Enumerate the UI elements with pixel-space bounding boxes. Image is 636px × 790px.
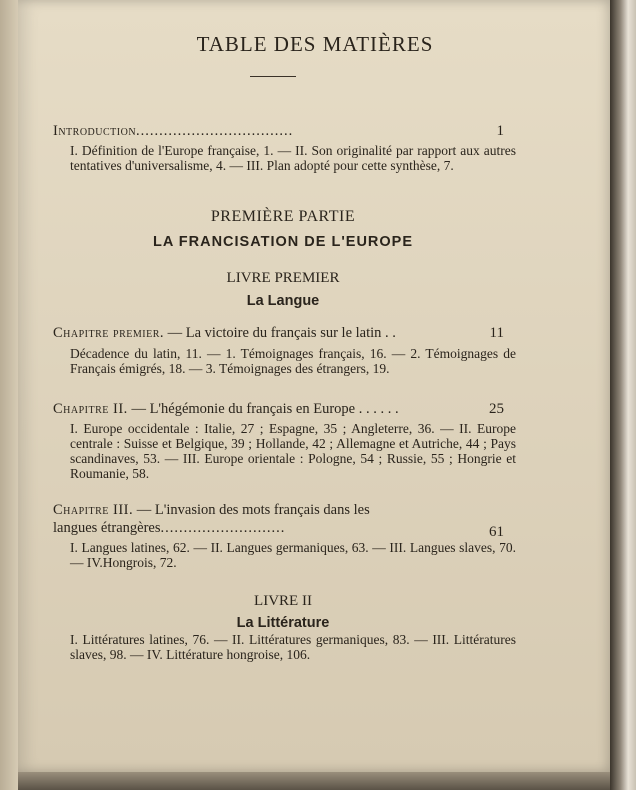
- introduction-label: Introduction: [53, 123, 137, 139]
- chapter-1-page: 11: [489, 325, 504, 341]
- livre2-subtitle: La Littérature: [236, 615, 330, 631]
- part-title: PREMIÈRE PARTIE: [210, 208, 356, 225]
- livre1-subtitle: La Langue: [246, 293, 320, 309]
- livre2-title: LIVRE II: [254, 593, 312, 609]
- chapter-3-summary: I. Langues latines, 62. — II. Langues germaniques, 63. — III. Langues slaves, 70. — IV.Hongrois, 72.: [70, 540, 516, 570]
- chapter-3-page: 61: [489, 524, 504, 540]
- toc-entry-introduction: [53, 123, 513, 140]
- chapter-3-label: Chapitre III.: [53, 502, 134, 518]
- page-bottom-shadow: [18, 772, 612, 790]
- chapter-3-dots: ...........................: [160, 520, 286, 536]
- book-right-edge: [610, 0, 636, 790]
- introduction-summary: I. Définition de l'Europe française, 1. — II. Son originalité par rapport aux autres tentatives d'universalisme, 4. — III. Plan adopté pour cette synthèse, 7.: [70, 143, 516, 173]
- toc-entry-chapter-1: [53, 325, 513, 342]
- chapter-2-title: — L'hégémonie du français en Europe . . . . . .: [127, 401, 399, 417]
- book-page: [18, 0, 612, 772]
- introduction-dots: ..................................: [136, 123, 294, 139]
- chapter-1-summary: Décadence du latin, 11. — 1. Témoignages français, 16. — 2. Témoignages de Français émigrés, 18. — 3. Témoignages des étrangers, 19.: [70, 346, 516, 376]
- toc-entry-chapter-2: [53, 401, 513, 418]
- chapter-1-title: — La victoire du français sur le latin . .: [163, 325, 396, 341]
- toc-entry-chapter-3-cont: [53, 520, 513, 537]
- title-rule: [250, 76, 296, 77]
- chapter-2-label: Chapitre II.: [53, 401, 128, 417]
- part-heading: LA FRANCISATION DE L'EUROPE: [152, 234, 414, 250]
- toc-entry-chapter-3: [53, 502, 513, 519]
- page-title: TABLE DES MATIÈRES: [196, 32, 434, 56]
- chapter-2-summary: I. Europe occidentale : Italie, 27 ; Espagne, 35 ; Angleterre, 36. — II. Europe centrale : Suisse et Belgique, 39 ; Hollande, 42 ; Allemagne et Autriche, 44 ; Pays scandinaves, 53. — III. Europe orientale : Pologne, 54 ; Russie, 55 ; Hongrie et Roumanie, 58.: [70, 421, 516, 481]
- chapter-3-title: — L'invasion des mots français dans les: [133, 502, 370, 518]
- chapter-3-title-cont: langues étrangères: [53, 520, 161, 536]
- livre1-title: LIVRE PREMIER: [226, 270, 340, 286]
- chapter-2-page: 25: [489, 401, 504, 417]
- chapter-1-label: Chapitre premier.: [53, 325, 164, 341]
- livre2-summary: I. Littératures latines, 76. — II. Littératures germaniques, 83. — III. Littératures slaves, 98. — IV. Littérature hongroise, 106.: [70, 632, 516, 662]
- introduction-page: 1: [496, 123, 504, 139]
